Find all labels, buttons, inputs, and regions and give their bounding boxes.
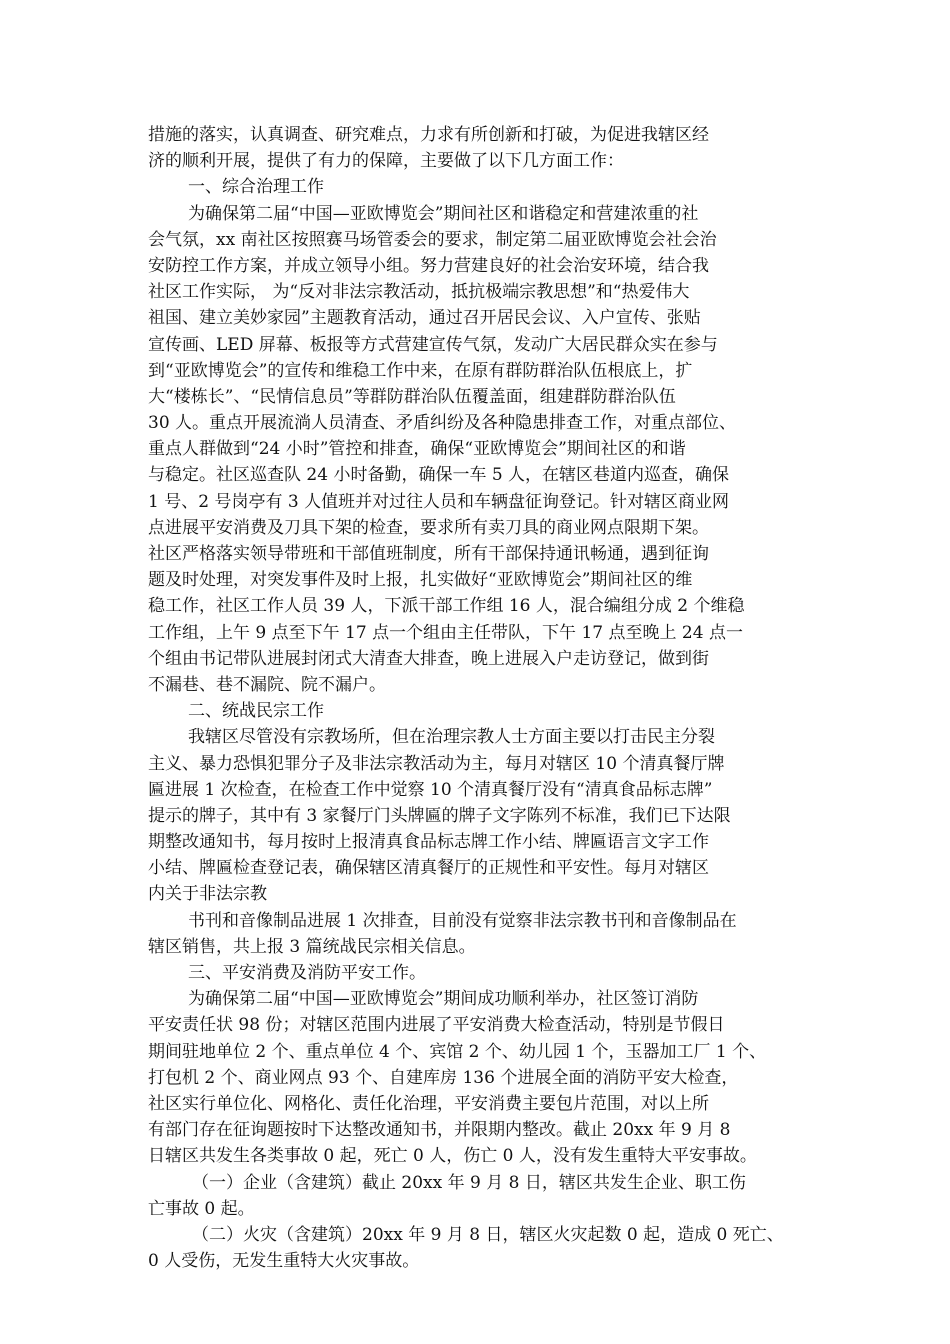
text-line: 提示的牌子，其中有 3 家餐厅门头牌匾的牌子文字陈列不标准，我们已下达限 bbox=[148, 805, 731, 826]
text-line: 辖区销售，共上报 3 篇统战民宗相关信息。 bbox=[148, 936, 476, 957]
text-line: 到“亚欧博览会”的宣传和维稳工作中来，在原有群防群治队伍根底上，扩 bbox=[148, 360, 693, 381]
text-line: 匾进展 1 次检查，在检查工作中觉察 10 个清真餐厅没有“清真食品标志牌” bbox=[148, 779, 713, 800]
document-body bbox=[148, 122, 808, 1274]
text-line: 小结、牌匾检查登记表，确保辖区清真餐厅的正规性和平安性。每月对辖区 bbox=[148, 858, 709, 879]
text-line: 会气氛，xx 南社区按照赛马场管委会的要求，制定第二届亚欧博览会社会治 bbox=[148, 229, 717, 250]
text-line: 1 号、2 号岗亭有 3 人值班并对过往人员和车辆盘征询登记。针对辖区商业网 bbox=[148, 491, 730, 512]
text-line: 期整改通知书，每月按时上报清真食品标志牌工作小结、牌匾语言文字工作 bbox=[148, 832, 709, 853]
text-line: 我辖区尽管没有宗教场所，但在治理宗教人士方面主要以打击民主分裂 bbox=[188, 727, 715, 748]
text-line: 措施的落实，认真调查、研究难点，力求有所创新和打破，为促进我辖区经 bbox=[148, 125, 709, 145]
text-line: 祖国、建立美妙家园”主题教育活动，通过召开居民会议、入户宣传、张贴 bbox=[148, 308, 701, 329]
text-line: 社区严格落实领导带班和干部值班制度，所有干部保持通讯畅通，遇到征询 bbox=[148, 544, 709, 564]
text-line: 内关于非法宗教 bbox=[148, 884, 267, 905]
text-line: 平安责任状 98 份；对辖区范围内进展了平安消费大检查活动，特别是节假日 bbox=[148, 1015, 725, 1036]
text-line: 为确保第二届“中国—亚欧博览会”期间社区和谐稳定和营建浓重的社 bbox=[188, 203, 699, 224]
text-line: （二）火灾（含建筑）20xx 年 9 月 8 日，辖区火灾起数 0 起，造成 0 死亡、 bbox=[192, 1224, 784, 1245]
text-line: 稳工作，社区工作人员 39 人，下派干部工作组 16 人，混合编组分成 2 个维稳 bbox=[148, 596, 745, 617]
text-line: 与稳定。社区巡查队 24 小时备勤，确保一车 5 人，在辖区巷道内巡查，确保 bbox=[148, 465, 730, 486]
text-line: 有部门存在征询题按时下达整改通知书，并限期内整改。截止 20xx 年 9 月 8 bbox=[148, 1120, 731, 1141]
text-line: 大“楼栋长”、“民情信息员”等群防群治队伍覆盖面，组建群防群治队伍 bbox=[148, 386, 676, 407]
text-line: 济的顺利开展，提供了有力的保障，主要做了以下几方面工作： bbox=[148, 151, 624, 172]
text-line: 二、统战民宗工作 bbox=[188, 701, 324, 722]
text-line: 打包机 2 个、商业网点 93 个、自建库房 136 个进展全面的消防平安大检查， bbox=[148, 1067, 739, 1088]
text-line: （一）企业（含建筑）截止 20xx 年 9 月 8 日，辖区共发生企业、职工伤 bbox=[192, 1172, 746, 1193]
text-line: 不漏巷、巷不漏院、院不漏户。 bbox=[148, 674, 386, 695]
text-line: 宣传画、LED 屏幕、板报等方式营建宣传气氛，发动广大居民群众实在参与 bbox=[148, 334, 718, 355]
text-line: 个组由书记带队进展封闭式大清查大排查，晚上进展入户走访登记，做到街 bbox=[148, 648, 709, 669]
text-line: 亡事故 0 起。 bbox=[148, 1198, 255, 1219]
text-line: 30 人。重点开展流淌人员清查、矛盾纠纷及各种隐患排查工作，对重点部位、 bbox=[148, 413, 737, 434]
text-line: 点进展平安消费及刀具下架的检查，要求所有卖刀具的商业网点限期下架。 bbox=[148, 517, 709, 538]
text-line: 重点人群做到“24 小时”管控和排查，确保“亚欧博览会”期间社区的和谐 bbox=[148, 439, 686, 460]
text-line: 安防控工作方案，并成立领导小组。努力营建良好的社会治安环境，结合我 bbox=[148, 255, 709, 276]
text-line: 主义、暴力恐惧犯罪分子及非法宗教活动为主，每月对辖区 10 个清真餐厅牌 bbox=[148, 753, 725, 774]
text-line: 书刊和音像制品进展 1 次排查，目前没有觉察非法宗教书刊和音像制品在 bbox=[188, 910, 737, 931]
text-line: 工作组，上午 9 点至下午 17 点一个组由主任带队，下午 17 点至晚上 24 点一 bbox=[148, 622, 743, 643]
text-line: 社区实行单位化、网格化、责任化治理，平安消费主要包片范围，对以上所 bbox=[148, 1093, 709, 1114]
text-line: 日辖区共发生各类事故 0 起，死亡 0 人，伤亡 0 人，没有发生重特大平安事故。 bbox=[148, 1146, 757, 1167]
text-line: 为确保第二届“中国—亚欧博览会”期间成功顺利举办，社区签订消防 bbox=[188, 989, 699, 1010]
text-line: 期间驻地单位 2 个、重点单位 4 个、宾馆 2 个、幼儿园 1 个，玉器加工厂 1 个、 bbox=[148, 1041, 767, 1062]
text-line: 三、平安消费及消防平安工作。 bbox=[188, 963, 426, 983]
text-line: 题及时处理，对突发事件及时上报，扎实做好“亚欧博览会”期间社区的维 bbox=[148, 570, 693, 591]
text-line: 一、综合治理工作 bbox=[188, 177, 324, 198]
text-line: 社区工作实际， 为“反对非法宗教活动，抵抗极端宗教思想”和“热爱伟大 bbox=[148, 282, 690, 303]
text-line: 0 人受伤，无发生重特大火灾事故。 bbox=[148, 1251, 420, 1272]
